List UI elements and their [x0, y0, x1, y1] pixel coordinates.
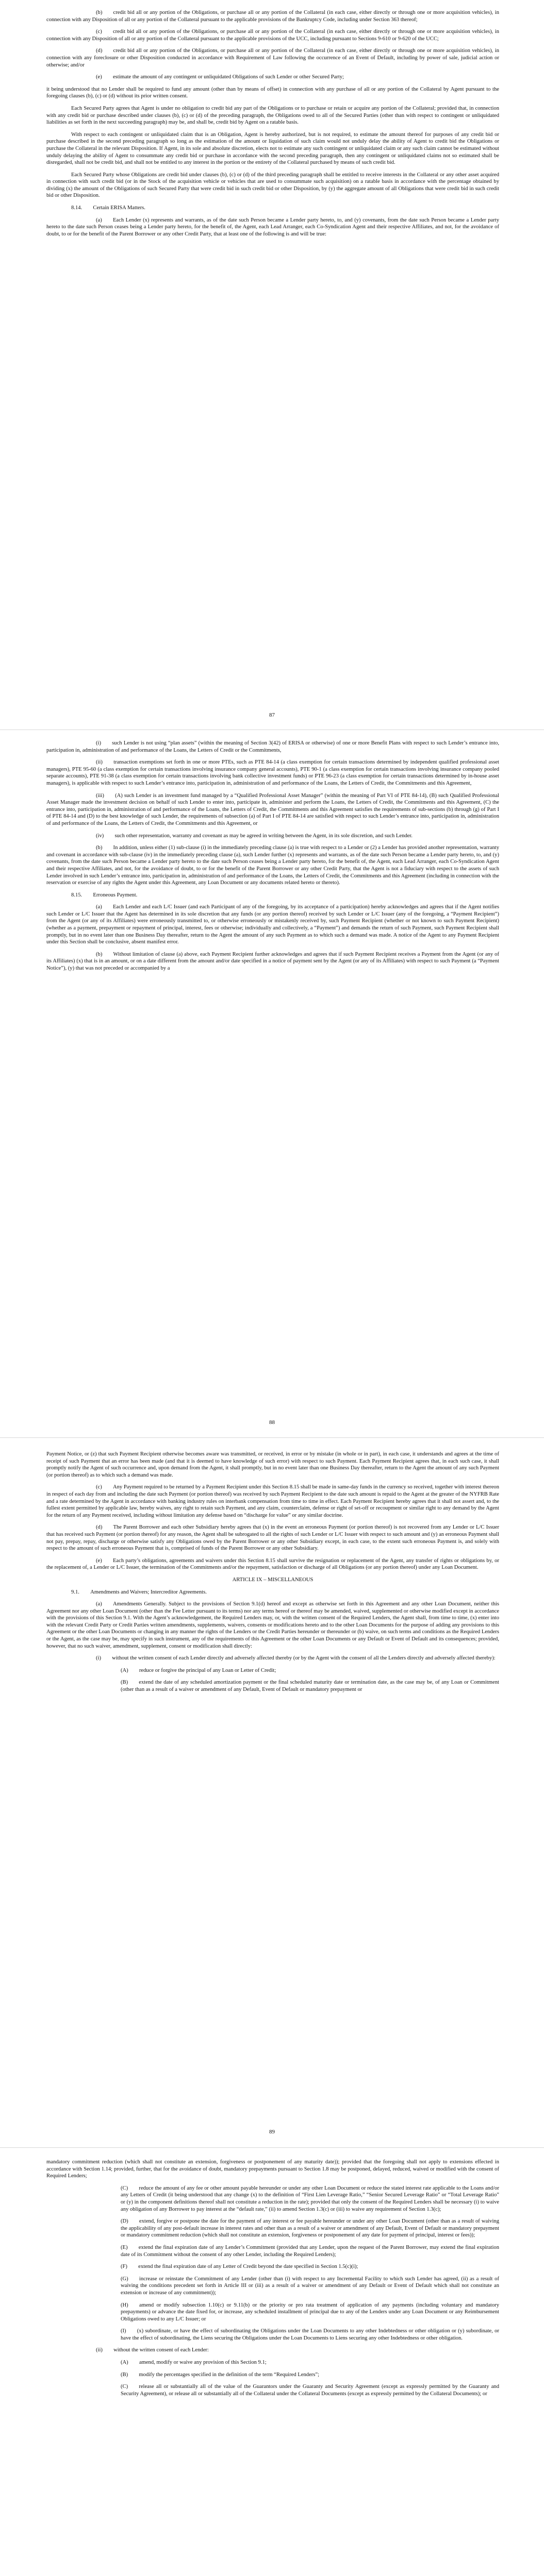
paragraph: (c) credit bid all or any portion of the Obligations, or purchase all or any portion of the Collateral (in each case, either directly or through one or more acquisition vehicles), in connection with any Disposition of all or any portion of the Collateral pursuant to the applicable provisions of the UCC, including pursuant to Sections 9-610 or 9-620 of the UCC; — [46, 29, 499, 42]
document-page — [0, 2148, 544, 2576]
paragraph: (d) credit bid all or any portion of the Obligations, or purchase all or any portion of the Collateral (in each case, either directly or through one or more acquisition vehicles), in connection with any foreclosure or other Disposition conducted in accordance with Requirement of Law following the occurrence of an Event of Default, including by power of sale, judicial action or otherwise; and/or — [46, 48, 499, 68]
page-number: 88 — [269, 1419, 275, 1426]
paragraph: (B) extend the date of any scheduled amortization payment or the final scheduled maturity date or termination date, as the case may be, of any Loan or Commitment (other than as a result of a waiver or amendment of any Default, Event of Default or mandatory prepayment or — [121, 1680, 499, 1693]
paragraph: (D) extend, forgive or postpone the date for the payment of any interest or fee payable hereunder or under any other Loan Document (other than as a result of waiving the applicability of any post-default increase in interest rates and other than as a result of a waiver or amendment of any Default, Event of Default or mandatory prepayment or mandatory commitment reduction (which shall not constitute an extension, forgiveness or postponement of any date for payment of principal, interest or fees)); — [121, 2218, 499, 2239]
paragraph: (A) amend, modify or waive any provision of this Section 9.1; — [121, 2360, 267, 2366]
paragraph: (F) extend the final expiration date of any Letter of Credit beyond the date specified in Section 1.5(c)(i); — [121, 2264, 358, 2270]
section-heading: 9.1. Amendments and Waivers; Intercreditor Agreements. — [71, 1589, 207, 1595]
paragraph: With respect to each contingent or unliquidated claim that is an Obligation, Agent is hereby authorized, but is not required, to estimate the amount thereof for purposes of any credit bid or purchase described in the second preceding paragraph so long as the estimation of the amount or liquidation of such claim would not unduly delay the ability of Agent to credit bid the Obligations or purchase the Collateral in the relevant Disposition. If Agent, in its sole and absolute discretion, elects not to estimate any such contingent or unliquidated claim or any such claim cannot be estimated without unduly delaying the ability of Agent to consummate any credit bid or purchase in accordance with the second preceding paragraph, then any contingent or unliquidated claims not so estimated shall be disregarded, shall not be credit bid, and shall not be entitled to any interest in the portion or the entirety of the Collateral purchased by means of such credit bid. — [46, 131, 499, 166]
paragraph: (H) amend or modify subsection 1.10(c) or 9.11(b) or the priority or pro rata treatment of application of any payments (including voluntary and mandatory prepayments) or advance the date fixed for, or increase, any scheduled installment of principal due to any of the Lenders under any Loan Document or any Reimbursement Obligations owed to any L/C Issuer; or — [121, 2302, 499, 2322]
paragraph: (c) Any Payment required to be returned by a Payment Recipient under this Section 8.15 shall be made in same-day funds in the currency so received, together with interest thereon in respect of each day from and including the date such Payment (or portion thereof) was received by such Payment Recipient to the date such amount is repaid to the Agent at the greater of the NYFRB Rate and a rate determined by the Agent in accordance with banking industry rules on interbank compensation from time to time in effect. Each Payment Recipient hereby agrees that it shall not assert and, to the fullest extent permitted by applicable law, hereby waives, any right to retain such Payment, and any claim, counterclaim, defense or right of set-off or recoupment or similar right to any demand by the Agent for the return of any Payment received, including without limitation any defense based on “discharge for value” or any similar doctrine. — [46, 1484, 499, 1518]
paragraph: (e) Each party’s obligations, agreements and waivers under this Section 8.15 shall survive the resignation or replacement of the Agent, any transfer of rights or obligations by, or the replacement of, a Lender or L/C Issuer, the termination of the Commitments and/or the repayment, satisfaction or discharge of all Obligations (or any portion thereof) under any Loan Document. — [46, 1557, 499, 1571]
section-heading: 8.15. Erroneous Payment. — [71, 892, 138, 898]
paragraph: (i) without the written consent of each Lender directly and adversely affected thereby (or by the Agent with the consent of all the Lenders directly and adversely affected thereby): — [96, 1655, 496, 1662]
paragraph: (a) Amendments Generally. Subject to the provisions of Section 9.1(d) hereof and except as otherwise set forth in this Agreement and any other Loan Document, neither this Agreement nor any other Loan Document (other than the Fee Letter pursuant to its terms) nor any terms hereof or thereof may be amended, waived, supplemented or otherwise modified except in accordance with the provisions of this Section 9.1. With the Agent’s acknowledgement, the Required Lenders may, or, with the written consent of the Required Lenders, the Agent shall, from time to time, (x) enter into with the relevant Credit Party or Credit Parties written amendments, supplements, waivers, consents or modifications hereto and to the other Loan Documents for the purpose of adding any provisions to this Agreement or the other Loan Documents or changing in any manner the rights of the Lenders or the Credit Parties hereunder or thereunder or (b) waive, on such terms and conditions as the Required Lenders or the Agent, as the case may be, may specify in such instrument, any of the requirements of this Agreement or the other Loan Documents or any Default or Event of Default and its consequences; provided, however, that no such waiver, amendment, supplement, consent or modification shall directly: — [46, 1601, 499, 1649]
paragraph: (I) (x) subordinate, or have the effect of subordinating the Obligations under the Loan Documents to any other Indebtedness or other obligation or (y) subordinate, or have the effect of subordinating, the Liens securing the Obligations under the Loan Documents to Liens securing any other Indebtedness or other obligation. — [121, 2328, 499, 2341]
paragraph: (i) such Lender is not using “plan assets” (within the meaning of Section 3(42) of ERISA or otherwise) of one or more Benefit Plans with respect to such Lender’s entrance into, participation in, administration of and performance of the Loans, the Letters of Credit or the Commitments, — [46, 740, 499, 753]
paragraph: it being understood that no Lender shall be required to fund any amount (other than by means of offset) in connection with any purchase of all or any portion of the Collateral by Agent pursuant to the foregoing clauses (b), (c) or (d) without its prior written consent. — [46, 86, 499, 99]
page-body — [46, 9, 499, 243]
paragraph: (A) reduce or forgive the principal of any Loan or Letter of Credit; — [121, 1667, 276, 1673]
paragraph: Each Secured Party whose Obligations are credit bid under clauses (b), (c) or (d) of the third preceding paragraph shall be entitled to receive interests in the Collateral or any other asset acquired in connection with such credit bid (or in the Stock of the acquisition vehicle or vehicles that are used to consummate such acquisition) on a ratable basis in accordance with the percentage obtained by dividing (x) the amount of the Obligations of such Secured Party that were credit bid in such credit bid or other Disposition, by (y) the aggregate amount of all Obligations that were credit bid in such credit bid or other Disposition. — [46, 172, 499, 199]
article-heading: ARTICLE IX – MISCELLANEOUS — [232, 1577, 314, 1583]
paragraph: (C) release all or substantially all of the value of the Guarantors under the Guaranty and Security Agreement (except as expressly permitted by the Guaranty and Security Agreement), or release all or substantially all of the Collateral under the Collateral Documents (except as expressly permitted by the Collateral Documents); or — [121, 2384, 499, 2397]
paragraph: (C) reduce the amount of any fee or other amount payable hereunder or under any other Loan Document or reduce the stated interest rate applicable to the Loans and/or any Letters of Credit (it being understood that any change (x) to the definition of “First Lien Leverage Ratio,” “Senior Secured Leverage Ratio” or “Total Leverage Ratio” or (y) in the component definitions thereof shall not constitute a reduction in the rate); provided that only the consent of the Required Lenders shall be necessary (i) to waive any obligation of any Borrower to pay interest at the “default rate,” (ii) to amend Section 1.3(c) or (iii) to waive any requirement of Section 1.3(c); — [121, 2185, 499, 2212]
document-page — [0, 0, 544, 731]
page-divider — [0, 2147, 544, 2148]
paragraph: (E) extend the final expiration date of any Lender’s Commitment (provided that any Lender, upon the request of the Parent Borrower, may extend the final expiration date of its Commitment without the consent of any other Lender, including the Required Lenders); — [121, 2244, 499, 2258]
paragraph: (B) modify the percentages specified in the definition of the term “Required Lenders”; — [121, 2371, 320, 2378]
paragraph: Each Secured Party agrees that Agent is under no obligation to credit bid any part of the Obligations or to purchase or retain or acquire any portion of the Collateral; provided that, in connection with any credit bid or purchase described under clauses (b), (c) or (d) of the preceding paragraph, the Obligations owed to all of the Secured Parties (other than with respect to contingent or unliquidated liabilities as set forth in the next succeeding paragraph) may be, and shall be, credit bid by Agent on a ratable basis. — [46, 105, 499, 126]
document-page — [0, 731, 544, 1438]
paragraph: (a) Each Lender (x) represents and warrants, as of the date such Person became a Lender party hereto, to, and (y) covenants, from the date such Person became a Lender party hereto to the date such Person ceases being a Lender party hereto, for the benefit of, the Agent, each Lead Arranger, each Co-Syndication Agent and their respective Affiliates, and not, for the avoidance of doubt, to or for the benefit of the Parent Borrower or any other Credit Party, that at least one of the following is and will be true: — [46, 217, 499, 237]
section-heading: 8.14. Certain ERISA Matters. — [71, 205, 145, 211]
paragraph: (G) increase or reinstate the Commitment of any Lender (other than (i) with respect to any Incremental Facility to which such Lender has agreed, (ii) as a result of waiving the conditions precedent set forth in Article III or (iii) as a result of a waiver or amendment of any Default or Event of Default which shall not constitute an extension or increase of any commitment)); — [121, 2276, 499, 2296]
document-page — [0, 1438, 544, 2148]
paragraph: (b) credit bid all or any portion of the Obligations, or purchase all or any portion of the Collateral (in each case, either directly or through one or more acquisition vehicles), in connection with any Disposition of all or any portion of the Collateral pursuant to the applicable provisions of the Bankruptcy Code, including under Section 363 thereof; — [46, 10, 499, 23]
paragraph: (b) Without limitation of clause (a) above, each Payment Recipient further acknowledges and agrees that if such Payment Recipient receives a Payment from the Agent (or any of its Affiliates) (x) that is in an amount, or on a date different from the amount and/or date specified in a notice of payment sent by the Agent (or any of its Affiliates) with respect to such Payment (a “Payment Notice”), (y) that was not preceded or accompanied by a — [46, 951, 499, 972]
page-body — [46, 740, 499, 977]
paragraph: (a) Each Lender and each L/C Issuer (and each Participant of any of the foregoing, by its acceptance of a participation) hereby acknowledges and agrees that if the Agent notifies such Lender or L/C Issuer that the Agent has determined in its sole discretion that any funds (or any portion thereof) received by such Lender or L/C Issuer (any of the foregoing, a “Payment Recipient”) from the Agent (or any of its Affiliates) were erroneously transmitted to, or otherwise erroneously or mistakenly received by, such Payment Recipient (whether or not known to such Payment Recipient) (whether as a payment, prepayment or repayment of principal, interest, fees or otherwise; individually and collectively, a “Payment”) and demands the return of such Payment, such Payment Recipient shall promptly, but in no event later than one Business Day thereafter, return to the Agent the amount of any such Payment as to which such a demand was made. A notice of the Agent to any Payment Recipient under this Section shall be conclusive, absent manifest error. — [46, 904, 499, 945]
paragraph: (iv) such other representation, warranty and covenant as may be agreed in writing between the Agent, in its sole discretion, and such Lender. — [96, 833, 413, 839]
page-divider — [0, 1437, 544, 1438]
paragraph: (d) The Parent Borrower and each other Subsidiary hereby agrees that (x) in the event an erroneous Payment (or portion thereof) is not recovered from any Lender or L/C Issuer that has received such Payment (or portion thereof) for any reason, the Agent shall be subrogated to all the rights of such Lender or L/C Issuer with respect to such amount and (y) an erroneous Payment shall not pay, prepay, repay, discharge or otherwise satisfy any Obligations owed by the Parent Borrower or any other Subsidiary except, in each case, to the extent such erroneous Payment is, and solely with respect to the amount of such erroneous Payment that is, comprised of funds of the Parent Borrower or any other Subsidiary. — [46, 1524, 499, 1552]
paragraph: mandatory commitment reduction (which shall not constitute an extension, forgiveness or postponement of any maturity date)); provided that the foregoing shall not apply to extensions effected in accordance with Section 1.14; provided, further, that for the avoidance of doubt, mandatory prepayments pursuant to Section 1.8 may be postponed, delayed, reduced, waived or modified with the consent of Required Lenders; — [46, 2159, 499, 2179]
page-body — [46, 1451, 499, 1699]
page-number: 89 — [269, 2129, 275, 2135]
paragraph: (iii) (A) such Lender is an investment fund managed by a “Qualified Professional Asset Manager” (within the meaning of Part VI of PTE 84-14), (B) such Qualified Professional Asset Manager made the investment decision on behalf of such Lender to enter into, participate in, administer and perform the Loans, the Letters of Credit, the Commitments and this Agreement, (C) the entrance into, participation in, administration of and performance of the Loans, the Letters of Credit, the Commitments and this Agreement satisfies the requirements of sub-sections (b) through (g) of Part I of PTE 84-14 and (D) to the best knowledge of such Lender, the requirements of subsection (a) of Part I of PTE 84-14 are satisfied with respect to such Lender’s entrance into, participation in, administration of and performance of the Loans, the Letters of Credit, the Commitments and this Agreement, or — [46, 792, 499, 826]
paragraph: Payment Notice, or (z) that such Payment Recipient otherwise becomes aware was transmitted, or received, in error or by mistake (in whole or in part), in each case, it understands and agrees at the time of receipt of such Payment that an error has been made (and that it is deemed to have knowledge of such error) with respect to such Payment. Each Payment Recipient agrees that, in each such case, it shall promptly notify the Agent of such occurrence and, upon demand from the Agent, it shall promptly, but in no event later than one Business Day thereafter, return to the Agent the amount of any such Payment (or portion thereof) as to which such a demand was made. — [46, 1451, 499, 1478]
page-body — [46, 2159, 499, 2402]
paragraph: (b) In addition, unless either (1) sub-clause (i) in the immediately preceding clause (a) is true with respect to a Lender or (2) a Lender has provided another representation, warranty and covenant in accordance with sub-clause (iv) in the immediately preceding clause (a), such Lender further (x) represents and warrants, as of the date such Person became a Lender party hereto, to, and (y) covenants, from the date such Person became a Lender party hereto to the date such Person ceases being a Lender party hereto, for the benefit of, the Agent, each Lead Arranger, each Co-Syndication Agent and their respective Affiliates, and not, for the avoidance of doubt, to or for the benefit of the Parent Borrower or any other Credit Party, that the Agent is not a fiduciary with respect to the assets of such Lender involved in such Lender’s entrance into, participation in, administration of and performance of the Loans, the Letters of Credit, the Commitments and this Agreement (including in connection with the reservation or exercise of any rights the Agent under this Agreement, any Loan Document or any documents related hereto or thereto). — [46, 845, 499, 886]
paragraph: (ii) transaction exemptions set forth in one or more PTEs, such as PTE 84-14 (a class exemption for certain transactions determined by independent qualified professional asset managers), PTE 95-60 (a class exemption for certain transactions involving insurance company general accounts), PTE 90-1 (a class exemption for certain transactions involving insurance company pooled separate accounts), PTE 91-38 (a class exemption for certain transactions involving bank collective investment funds) or PTE 96-23 (a class exemption for certain transactions determined by in-house asset managers), is applicable with respect to such Lender’s entrance into, participation in, administration of and performance of the Loans, the Letters of Credit, the Commitments and this Agreement, — [46, 759, 499, 786]
page-number: 87 — [269, 712, 275, 718]
paragraph: (ii) without the written consent of each Lender: — [96, 2347, 209, 2353]
paragraph: (e) estimate the amount of any contingent or unliquidated Obligations of such Lender or other Secured Party; — [96, 74, 344, 80]
